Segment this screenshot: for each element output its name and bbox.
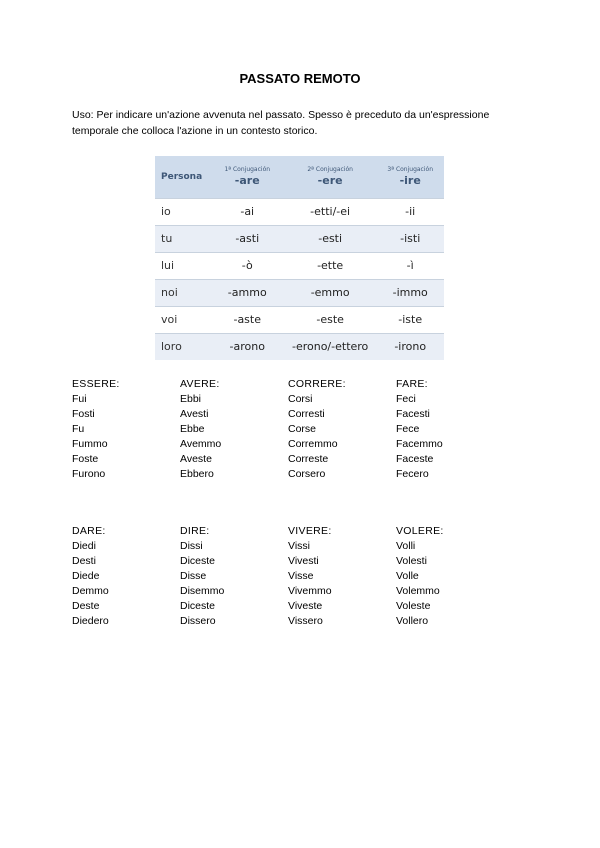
verb-form: Volli [396, 540, 416, 552]
conjugation-table [155, 156, 444, 360]
verb-form: Faceste [396, 453, 434, 465]
header-ire-ending: -ire [399, 174, 421, 188]
verb-form: Facesti [396, 408, 430, 420]
cell-ere: -este [284, 306, 377, 333]
verb-correre [288, 377, 396, 482]
verb-heading: AVERE: [180, 378, 220, 390]
verb-heading: DIRE: [180, 525, 210, 537]
verb-dare [72, 524, 180, 629]
verb-form: Viveste [288, 600, 323, 612]
verb-form: Vissero [288, 615, 323, 627]
verb-form: Disemmo [180, 585, 225, 597]
cell-persona: io [155, 198, 211, 225]
intro-line: Uso: Per indicare un'azione avvenuta nel passato. Spesso è preceduto da un'espressione [72, 109, 490, 121]
cell-ire: -isti [376, 225, 444, 252]
intro-line: temporale che colloca l'azione in un contesto storico. [72, 125, 318, 137]
cell-ire: -immo [376, 279, 444, 306]
verb-essere [72, 377, 180, 482]
cell-ere: -etti/-ei [284, 198, 377, 225]
verb-form: Diceste [180, 555, 216, 567]
verb-fare [396, 377, 504, 482]
cell-ere: -ette [284, 252, 377, 279]
verb-form: Demmo [72, 585, 109, 597]
verb-form: Vivesti [288, 555, 319, 567]
verb-form: Fosti [72, 408, 95, 420]
cell-are: -ò [211, 252, 284, 279]
verb-form: Diedi [72, 540, 96, 552]
cell-persona: tu [155, 225, 211, 252]
verb-avere [180, 377, 288, 482]
verb-form: Diceste [180, 600, 216, 612]
verb-form: Diedero [72, 615, 109, 627]
table-row [155, 252, 444, 279]
verb-dire [180, 524, 288, 629]
verb-form: Volemmo [396, 585, 440, 597]
cell-ere: -emmo [284, 279, 377, 306]
header-ere [284, 156, 377, 198]
verb-volere [396, 524, 504, 629]
verb-form: Feci [396, 393, 416, 405]
verb-form: Avesti [180, 408, 209, 420]
table-row [155, 333, 444, 360]
verb-form: Dissero [180, 615, 216, 627]
table-row [155, 225, 444, 252]
verb-form: Visse [288, 570, 314, 582]
irregular-verbs-group-2 [72, 524, 532, 629]
verb-heading: VOLERE: [396, 525, 444, 537]
verb-form: Ebbe [180, 423, 205, 435]
verb-form: Ebbi [180, 393, 202, 405]
verb-form: Deste [72, 600, 100, 612]
header-are [211, 156, 284, 198]
verb-form: Vollero [396, 615, 429, 627]
verb-form: Corsero [288, 468, 326, 480]
cell-ire: -iste [376, 306, 444, 333]
irregular-verbs-group-1 [72, 377, 532, 482]
cell-ere: -erono/-ettero [284, 333, 377, 360]
cell-are: -ammo [211, 279, 284, 306]
header-ere-label: 2ª Conjugación [307, 166, 353, 174]
table-header-row [155, 156, 444, 198]
cell-ere: -esti [284, 225, 377, 252]
verb-form: Foste [72, 453, 99, 465]
cell-are: -asti [211, 225, 284, 252]
verb-form: Aveste [180, 453, 212, 465]
verb-form: Diede [72, 570, 100, 582]
verb-form: Corsi [288, 393, 313, 405]
verb-form: Volle [396, 570, 419, 582]
verb-form: Fui [72, 393, 87, 405]
verb-form: Fecero [396, 468, 429, 480]
verb-form: Furono [72, 468, 106, 480]
verb-form: Fu [72, 423, 85, 435]
header-ire [376, 156, 444, 198]
intro-paragraph [72, 107, 528, 139]
table-row [155, 306, 444, 333]
cell-are: -ai [211, 198, 284, 225]
verb-form: Ebbero [180, 468, 214, 480]
verb-heading: ESSERE: [72, 378, 120, 390]
verb-form: Dissi [180, 540, 203, 552]
verb-form: Correste [288, 453, 329, 465]
verb-form: Facemmo [396, 438, 443, 450]
verb-vivere [288, 524, 396, 629]
cell-are: -aste [211, 306, 284, 333]
header-persona: Persona [161, 171, 203, 182]
verb-form: Volesti [396, 555, 427, 567]
verb-heading: DARE: [72, 525, 106, 537]
verb-form: Fece [396, 423, 420, 435]
cell-ire: -irono [376, 333, 444, 360]
cell-persona: lui [155, 252, 211, 279]
verb-heading: FARE: [396, 378, 428, 390]
verb-form: Vissi [288, 540, 310, 552]
verb-form: Fummo [72, 438, 108, 450]
cell-persona: loro [155, 333, 211, 360]
verb-heading: CORRERE: [288, 378, 346, 390]
verb-form: Corremmo [288, 438, 338, 450]
verb-heading: VIVERE: [288, 525, 332, 537]
header-are-label: 1ª Conjugación [224, 166, 271, 174]
table-row [155, 198, 444, 225]
header-are-ending: -are [234, 174, 260, 188]
header-ire-label: 3ª Conjugación [387, 166, 433, 174]
verb-form: Voleste [396, 600, 431, 612]
header-ere-ending: -ere [317, 174, 343, 188]
verb-form: Corse [288, 423, 317, 435]
page-title: PASSATO REMOTO [239, 71, 361, 86]
verb-form: Vivemmo [288, 585, 332, 597]
table-row [155, 279, 444, 306]
verb-form: Disse [180, 570, 207, 582]
cell-persona: noi [155, 279, 211, 306]
cell-ire: -ii [376, 198, 444, 225]
cell-persona: voi [155, 306, 211, 333]
cell-ire: -ì [376, 252, 444, 279]
verb-form: Desti [72, 555, 96, 567]
cell-are: -arono [211, 333, 284, 360]
verb-form: Corresti [288, 408, 325, 420]
verb-form: Avemmo [180, 438, 222, 450]
